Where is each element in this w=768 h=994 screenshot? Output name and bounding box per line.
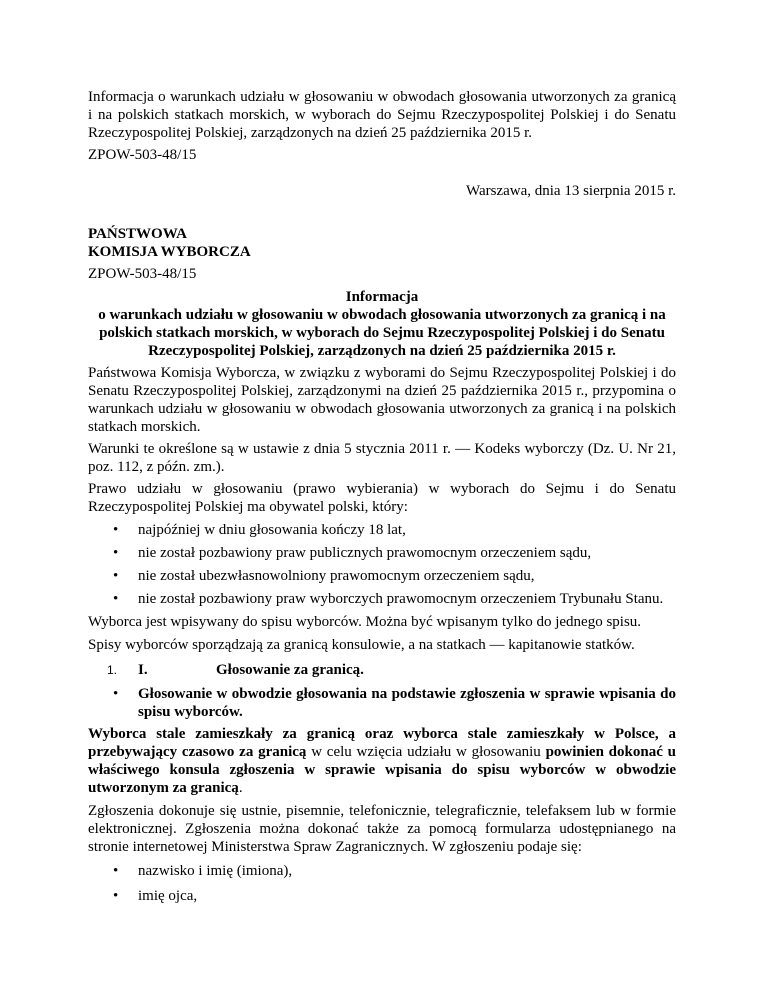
institution-reference: ZPOW-503-48/15 [88,266,197,282]
section-number: 1. [107,663,118,677]
paragraph-list-authors: Spisy wyborców sporządzają za granicą konsulowie, a na statkach — kapitanowie statków. [88,637,635,653]
bullet-icon: • [113,863,119,879]
institution-line-1: PAŃSTWOWA [88,226,187,242]
header-info: Informacja o warunkach udziału w głosowaniu w obwodach głosowania utworzonych za granicą i na polskich statkach morskich, w wyborach do Sejmu Rzeczypospolitej Polskiej i do Senatu Rzeczypospolitej Polskiej, zarządzonych na dzień 25 października 2015 r. [88,89,676,141]
field-item: • nazwisko i imię (imiona), [113,863,293,879]
paragraph-registration: Wyborca stale zamieszkały za granicą oraz wyborca stale zamieszkały w Polsce, a przebywający czasowo za granicą w celu wzięcia udziału w głosowaniu powinien dokonać u właściwego konsula zgłoszenia w sprawie wpisania do spisu wyborców w obwodzie utworzonym za granicą. [88,726,676,796]
paragraph-submission: Zgłoszenia dokonuje się ustnie, pisemnie, telefonicznie, telegraficznie, telefaksem lub w formie elektronicznej. Zgłoszenia można dokonać także za pomocą formularza udostępnianego na stronie internetowej Ministerstwa Spraw Zagranicznych. W zgłoszeniu podaje się: [88,803,676,855]
bullet-icon: • [113,686,119,702]
condition-item: • nie został ubezwłasnowolniony prawomocnym orzeczeniem sądu, [113,568,535,584]
paragraph-voting-right: Prawo udziału w głosowaniu (prawo wybierania) w wyborach do Sejmu i do Senatu Rzeczypospolitej Polskiej ma obywatel polski, który: [88,481,676,515]
condition-item: • nie został pozbawiony praw wyborczych prawomocnym orzeczeniem Trybunału Stanu. [113,591,664,607]
bullet-icon: • [113,522,119,538]
fields-list [88,862,676,905]
header-reference: ZPOW-503-48/15 [88,147,197,163]
condition-item: • najpóźniej w dniu głosowania kończy 18 lat, [113,522,406,538]
subsection-heading: • Głosowanie w obwodzie głosowania na podstawie zgłoszenia w sprawie wpisania do spisu wyborców. [113,686,676,720]
paragraph-legal-basis: Warunki te określone są w ustawie z dnia 5 stycznia 2011 r. — Kodeks wyborczy (Dz. U. Nr 21, poz. 112, z późn. zm.). [88,441,676,475]
bullet-icon: • [113,545,119,561]
section-heading [88,661,676,679]
bullet-icon: • [113,591,119,607]
bullet-icon: • [113,568,119,584]
bullet-icon: • [113,888,119,904]
title-heading: Informacja [345,289,419,305]
paragraph-intro: Państwowa Komisja Wyborcza, w związku z wyborami do Sejmu Rzeczypospolitej Polskiej i do Senatu Rzeczypospolitej Polskiej, zarządzonymi na dzień 25 października 2015 r., przypomina o warunkach udziału w głosowaniu w obwodach głosowania utworzonych za granicą i na polskich statkach morskich. [88,365,676,435]
field-item: • imię ojca, [113,888,198,904]
section-title: Głosowanie za granicą. [216,662,364,678]
document-content [88,88,676,905]
condition-item: • nie został pozbawiony praw publicznych prawomocnym orzeczeniem sądu, [113,545,592,561]
institution-line-2: KOMISJA WYBORCZA [88,244,251,260]
title-subtitle: o warunkach udziału w głosowaniu w obwodach głosowania utworzonych za granicą i na polskich statkach morskich, w wyborach do Sejmu Rzeczypospolitej Polskiej i do Senatu Rzeczypospolitej Polskiej, zarządzonych na dzień 25 października 2015 r. [98,307,666,359]
paragraph-voter-list: Wyborca jest wpisywany do spisu wyborców. Można być wpisanym tylko do jednego spisu. [88,614,642,630]
subsection-list [88,685,676,721]
header-date: Warszawa, dnia 13 sierpnia 2015 r. [466,183,676,199]
section-roman: I. [138,662,148,678]
conditions-list [88,521,676,608]
